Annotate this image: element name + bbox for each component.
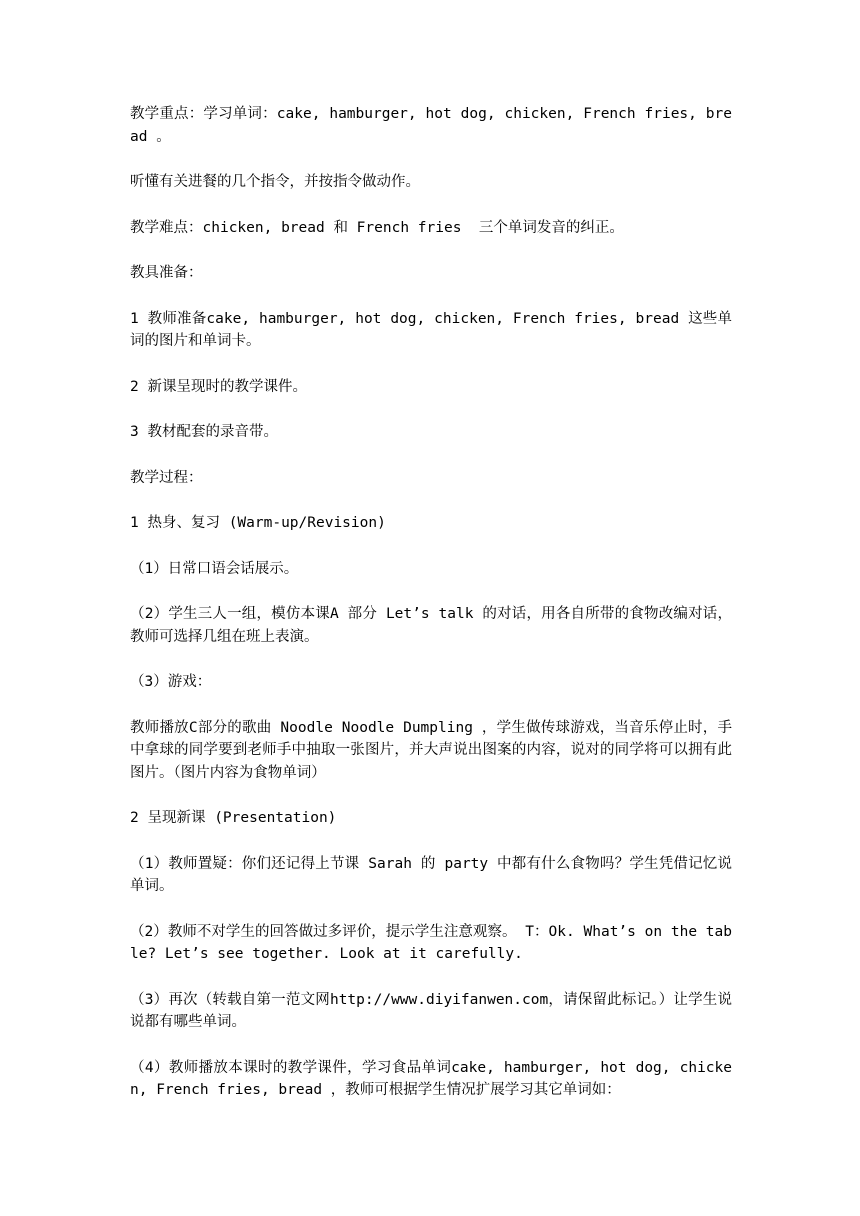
presentation-heading: 2 呈现新课 (Presentation) [130,810,337,826]
presentation-step-3: （3）再次（转载自第一范文网http://www.diyifanwen.com，请保留此标记。）让学生说说都有哪些单词。 [130,991,732,1030]
teaching-aids-heading: 教具准备： [130,265,203,281]
listening-instructions-paragraph: 听懂有关进餐的几个指令，并按指令做动作。 [130,174,420,190]
warmup-step-3: （3）游戏： [130,674,212,690]
teaching-process-heading: 教学过程： [130,469,203,486]
warmup-step-1: （1）日常口语会话展示。 [130,560,299,577]
game-description-paragraph: 教师播放C部分的歌曲 Noodle Noodle Dumpling ，学生做传球游戏，当音乐停止时，手中拿球的同学要到老师手中抽取一张图片，并大声说出图案的内容，说对的同学将可以拥有此图片。（图片内容为食物单词） [130,719,732,781]
document-body [130,103,732,1125]
aid-item-3: 3 教材配套的录音带。 [130,424,278,440]
presentation-step-1: （1）教师置疑：你们还记得上节课 Sarah 的 party 中都有什么食物吗？学生凭借记忆说单词。 [130,855,732,894]
difficult-points-paragraph: 教学难点：chicken, bread 和 French fries 三个单词发音的纠正。 [130,219,624,236]
aid-item-2: 2 新课呈现时的教学课件。 [130,378,307,395]
presentation-step-4: （4）教师播放本课时的教学课件，学习食品单词cake, hamburger, hot dog, chicken, French fries, bread ，教师可根据学生情况扩展学习其它单词如： [130,1059,732,1098]
presentation-step-2: （2）教师不对学生的回答做过多评价，提示学生注意观察。 T：Ok. What’s on the table? Let’s see together. Look at it carefully. [130,923,732,962]
warmup-heading: 1 热身、复习 (Warm-up/Revision) [130,515,386,531]
aid-item-1: 1 教师准备cake, hamburger, hot dog, chicken, French fries, bread 这些单词的图片和单词卡。 [130,310,732,349]
key-points-paragraph: 教学重点：学习单词：cake, hamburger, hot dog, chicken, French fries, bread 。 [130,106,732,145]
warmup-step-2: （2）学生三人一组，模仿本课A 部分 Let’s talk 的对话，用各自所带的食物改编对话，教师可选择几组在班上表演。 [130,606,732,645]
